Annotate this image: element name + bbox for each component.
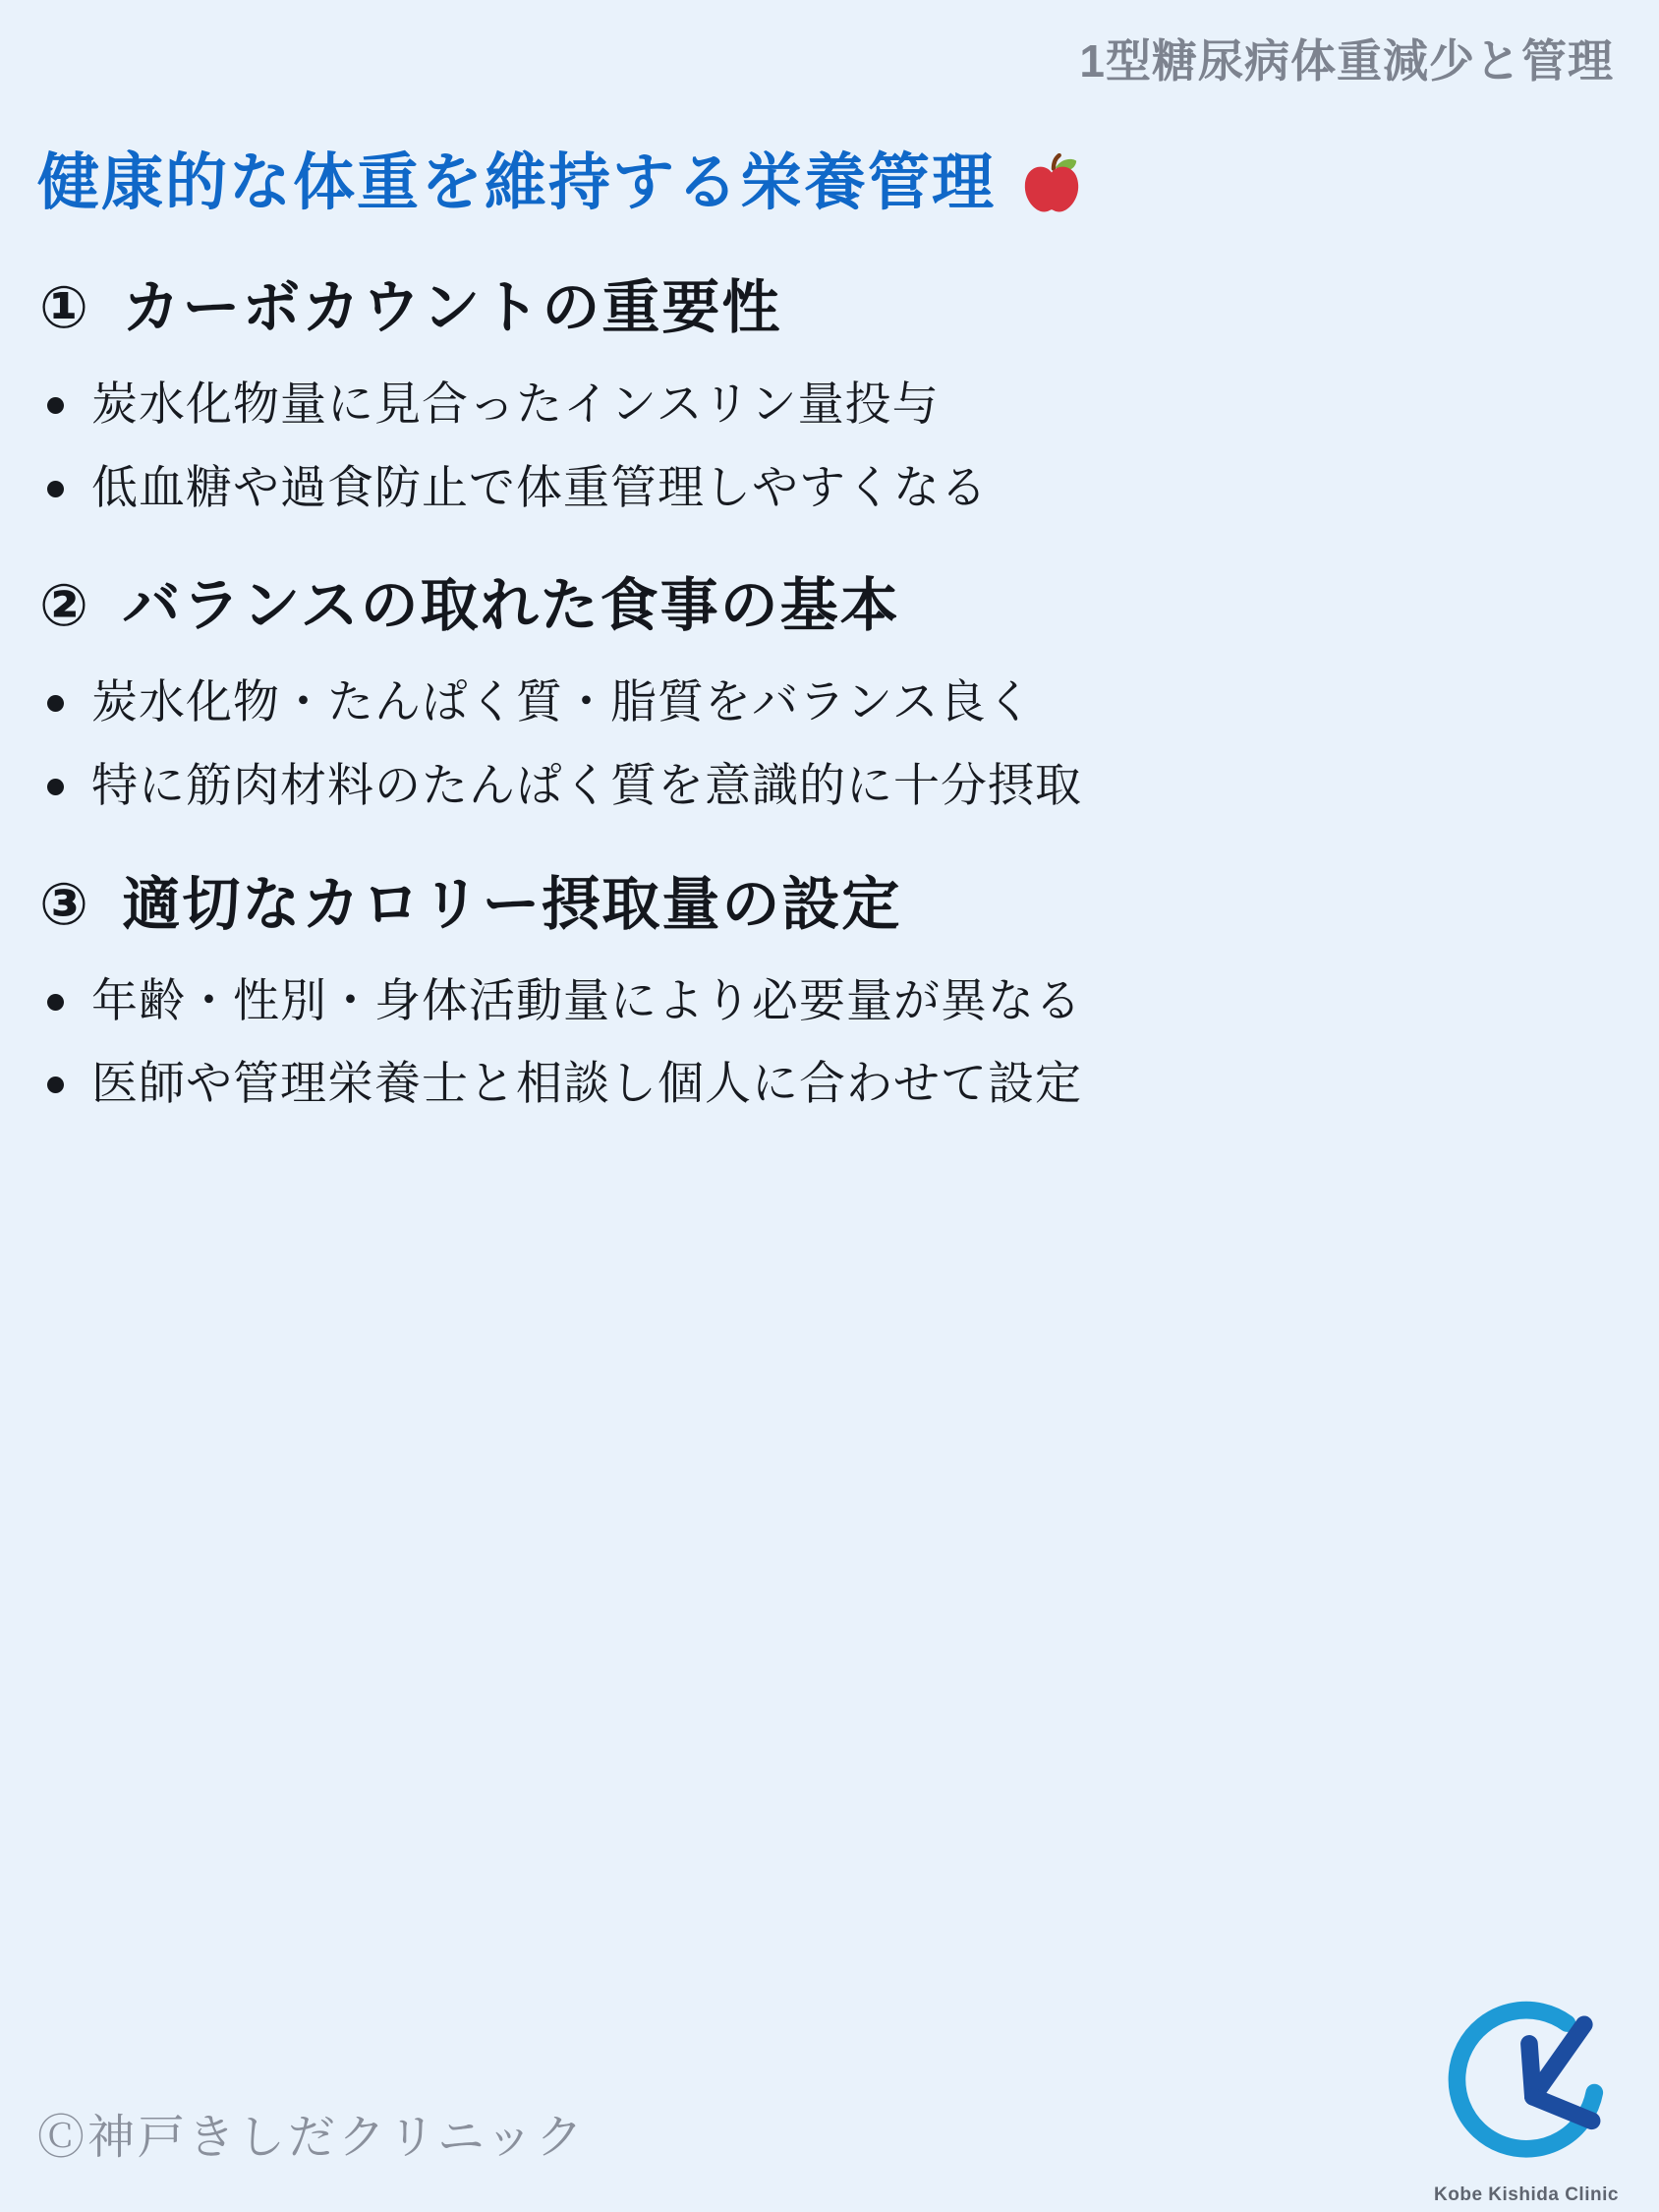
page-title bbox=[37, 149, 1620, 218]
logo-k-icon bbox=[1425, 1990, 1628, 2183]
bullet-item bbox=[47, 376, 1620, 434]
section-heading-text: カーボカウントの重要性 bbox=[122, 275, 782, 340]
section-number: ① bbox=[39, 275, 90, 340]
bullet-text: 年齢・性別・身体活動量により必要量が異なる bbox=[91, 973, 1082, 1026]
bullet-text: 低血糖や過食防止で体重管理しやすくなる bbox=[91, 460, 988, 513]
section-balanced-diet bbox=[37, 573, 1620, 814]
apple-icon bbox=[1021, 153, 1082, 218]
bullet-dot-icon bbox=[47, 397, 64, 414]
main-content bbox=[0, 149, 1659, 1113]
bullet-item bbox=[47, 673, 1620, 731]
header-tag: 1型糖尿病体重減少と管理 bbox=[1079, 35, 1614, 87]
section-carb-counting bbox=[37, 275, 1620, 516]
section-heading-text: 適切なカロリー摂取量の設定 bbox=[122, 871, 902, 937]
bullet-dot-icon bbox=[47, 779, 64, 795]
section-number: ② bbox=[39, 573, 90, 639]
bullet-list bbox=[37, 376, 1620, 517]
section-heading bbox=[39, 275, 1620, 342]
logo-caption: Kobe Kishida Clinic bbox=[1434, 2184, 1619, 2205]
bullet-dot-icon bbox=[47, 695, 64, 712]
page-title-text: 健康的な体重を維持する栄養管理 bbox=[37, 148, 996, 218]
bullet-item bbox=[47, 972, 1620, 1030]
bullet-dot-icon bbox=[47, 481, 64, 497]
copyright-text: Ⓒ神戸きしだクリニック bbox=[37, 2112, 587, 2164]
bullet-dot-icon bbox=[47, 1077, 64, 1093]
bullet-text: 炭水化物・たんぱく質・脂質をバランス良く bbox=[91, 675, 1034, 728]
section-calorie-intake bbox=[37, 872, 1620, 1113]
bullet-list bbox=[37, 972, 1620, 1114]
bullet-list bbox=[37, 673, 1620, 815]
section-heading bbox=[39, 573, 1620, 640]
bullet-item bbox=[47, 1055, 1620, 1113]
section-heading bbox=[39, 872, 1620, 939]
bullet-dot-icon bbox=[47, 994, 64, 1011]
bullet-text: 医師や管理栄養士と相談し個人に合わせて設定 bbox=[91, 1057, 1082, 1110]
section-heading-text: バランスの取れた食事の基本 bbox=[122, 573, 900, 639]
section-number: ③ bbox=[39, 871, 90, 937]
bullet-item bbox=[47, 757, 1620, 815]
bullet-text: 特に筋肉材料のたんぱく質を意識的に十分摂取 bbox=[91, 758, 1082, 811]
bullet-item bbox=[47, 459, 1620, 517]
bullet-text: 炭水化物量に見合ったインスリン量投与 bbox=[91, 377, 940, 430]
clinic-logo bbox=[1409, 1990, 1643, 2206]
